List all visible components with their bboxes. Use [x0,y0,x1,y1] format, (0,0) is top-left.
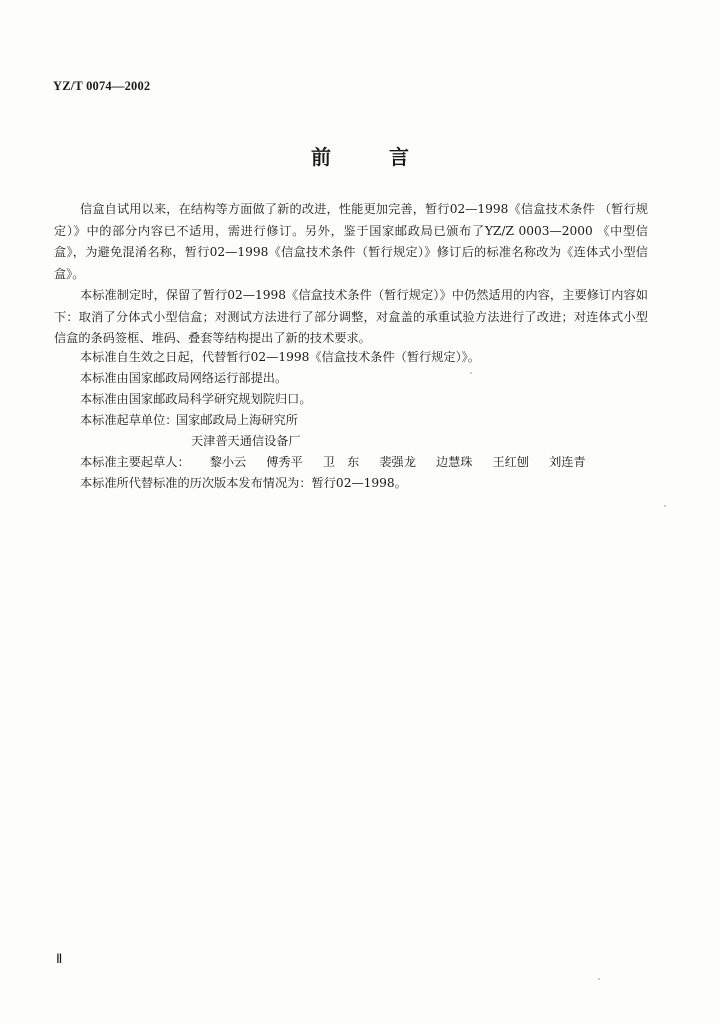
line-effective: 本标准自生效之日起，代替暂行02—1998《信盒技术条件（暂行规定）》。 [80,350,480,364]
scan-speck [664,505,666,507]
drafting-units-label: 本标准起草单位： [80,413,178,427]
line-managed-by: 本标准由国家邮政局科学研究规划院归口。 [80,392,312,406]
line-version-history: 本标准所代替标准的历次版本发布情况为：暂行02—1998。 [80,476,407,490]
page-number: Ⅱ [56,951,63,966]
drafting-unit-1: 国家邮政局上海研究所 [176,413,298,427]
document-code: YZ/T 0074—2002 [53,79,151,93]
drafter-name: 刘连青 [549,455,586,469]
scan-speck [470,372,472,374]
scan-speck [598,978,600,980]
drafter-name: 黎小云 [209,455,247,469]
page-title: 前言 [311,145,467,169]
drafting-unit-2: 天津普天通信设备厂 [191,434,301,448]
drafter-name: 卫 东 [322,455,360,469]
paragraph-revision-content: 本标准制定时，保留了暂行02—1998《信盒技术条件（暂行规定）》中仍然适用的内容，主要修订内容如下：取消了分体式小型信盒；对测试方法进行了部分调整，对盒盖的承重试验方法进行了改进；对连体式小型信盒的条码签框、堆码、叠套等结构提出了新的技术要求。 [54,288,648,346]
drafter-name: 王红刨 [492,455,530,469]
drafters-row [80,452,586,473]
line-proposed-by: 本标准由国家邮政局网络运行部提出。 [80,371,288,385]
drafter-name: 边慧珠 [435,455,473,469]
drafter-name: 裴强龙 [379,455,416,469]
paragraph-revision-reason: 信盒自试用以来，在结构等方面做了新的改进，性能更加完善，暂行02—1998《信盒技术条件 （暂行规定）》中的部分内容已不适用，需进行修订。另外，鉴于国家邮政局已颁布了YZ/Z 0003—2000 《中型信盒》，为避免混淆名称，暂行02—1998《信盒技术条件（暂行规定）》修订后的标准名称改为《连体式小型信盒》。 [54,202,648,281]
drafter-name: 傅秀平 [266,455,303,469]
drafters-label: 本标准主要起草人： [80,455,190,469]
